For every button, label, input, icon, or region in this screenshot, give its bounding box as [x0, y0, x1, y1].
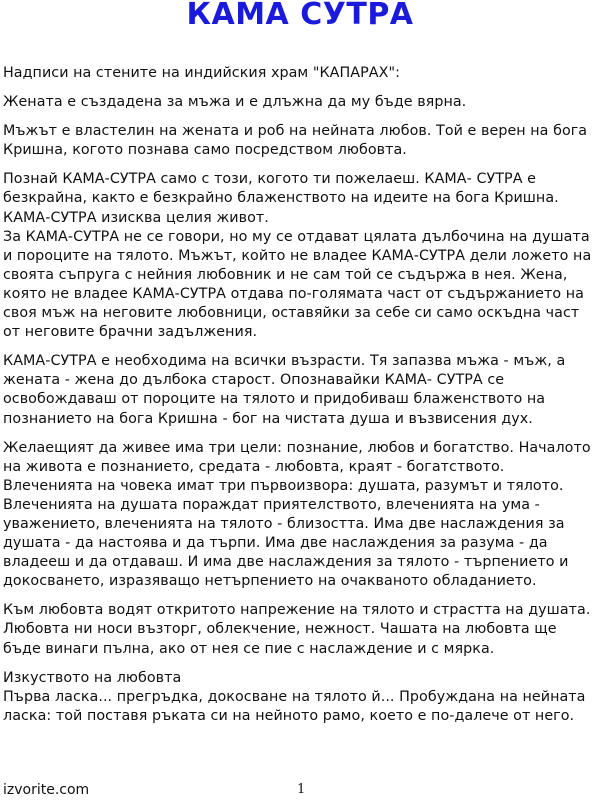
paragraph: КАМА-СУТРА е необходима на всички възрасти. Тя запазва мъжа - мъж, а жената - жена до дълбока старост. Опознавайки КАМА- СУТРА се освобождаваш от пороците на тялото и придобиваш блаженството на познанието на бога Кришна - бог на чистата душа и възвисения дух.: [3, 353, 566, 427]
paragraph: Жената е създадена за мъжа и е длъжна да му бъде вярна.: [3, 94, 467, 111]
paragraph: Към любовта водят откритото напрежение на тялото и страстта на душата. Любовта ни носи възторг, облекчение, нежност. Чашата на любовта ще бъде винаги пълна, ако от нея се пие с наслаждение и с мярка.: [3, 602, 591, 657]
paragraph-intro: Надписи на стените на индийския храм "КАПАРАХ":: [3, 65, 400, 81]
footer-site-name: izvorite.com: [3, 782, 90, 798]
section-heading: Изкуството на любовта: [3, 669, 182, 686]
paragraph: Мъжът е властелин на жената и роб на нейната любов. Той е верен на бога Кришна, когото познава само посредством любовта.: [3, 123, 588, 159]
document-title: КАМА СУТРА: [186, 0, 414, 32]
document-body: [3, 64, 597, 736]
page-number: 1: [297, 782, 306, 797]
paragraph: За КАМА-СУТРА не се говори, но му се отдават цялата дълбочина на душата и пороците на тялото. Мъжът, който не владее КАМА-СУТРА дели ложето на своята съпруга с нейния любовник и не сам той се съдържа в нея. Жена, която не владее КАМА-СУТРА отдава по-голямата част от съдържанието на своя мъж на неговите любовници, оставяйки за себе си само оскъдна част от неговите брачни задължения.: [3, 228, 592, 341]
paragraph: Желаещият да живее има три цели: познание, любов и богатство. Началото на живота е познанието, средата - любовта, краят - богатството. Влеченията на човека имат три първоизвора: душата, разумът и тялото. Влеченията на душата пораждат приятелството, влеченията на ума - уважението, влеченията на тялото - близостта. Има две наслаждения за душата - да настоява и да търпи. Има две наслаждения за разума - да владееш и да отдаваш. И има две наслаждения за тялото - търпението и докосването, изразяващо нетърпението на очакваното обладанието.: [3, 439, 591, 590]
paragraph: Познай КАМА-СУТРА само с този, когото ти пожелаеш. КАМА- СУТРА е безкрайна, както е безкрайно блаженството на идеите на бога Кришна. КАМА-СУТРА изисква целия живот.: [3, 171, 559, 226]
paragraph: Първа ласка... прегръдка, докосване на тялото й... Пробуждана на нейната ласка: той поставя ръката си на нейното рамо, което е по-далече от него.: [3, 688, 586, 724]
